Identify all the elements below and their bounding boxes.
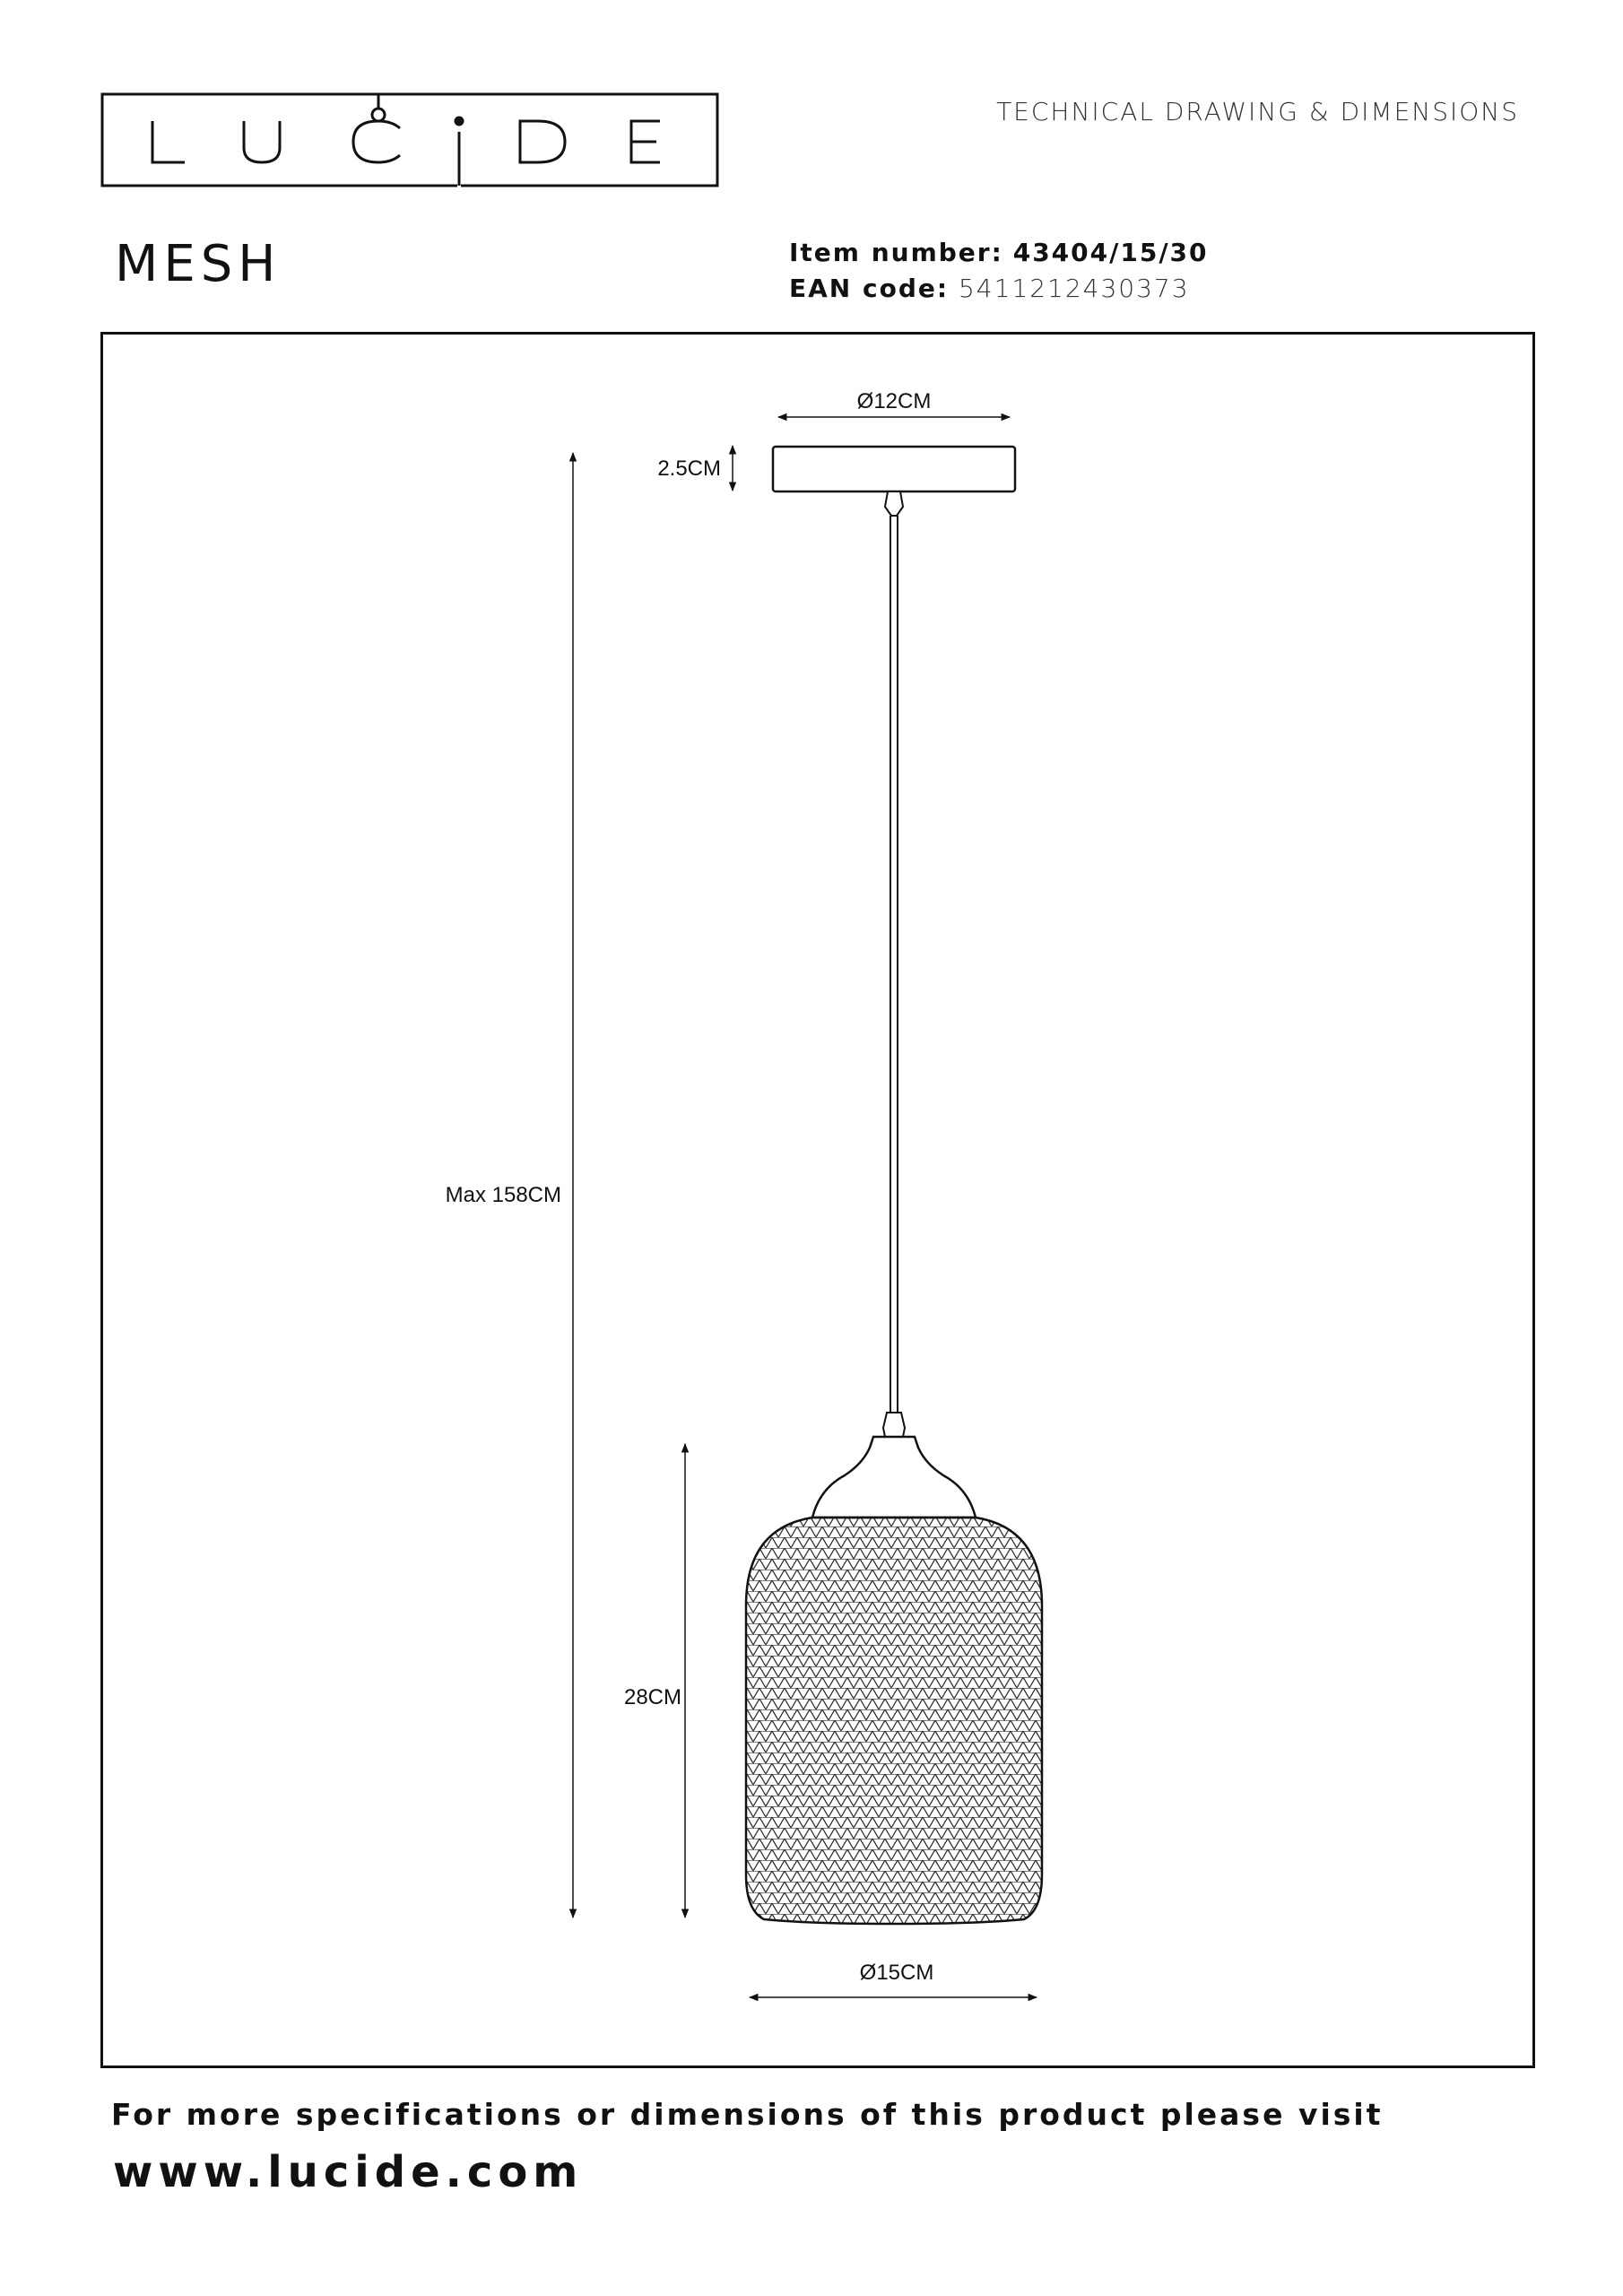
cable-connector-top: [885, 491, 903, 516]
item-number: 43404/15/30: [1012, 238, 1209, 267]
ean-code: 5411212430373: [958, 274, 1190, 303]
footer-text: For more specifications or dimensions of this product please visit: [111, 2097, 1384, 2132]
canopy-height-label: 2.5CM: [657, 457, 721, 481]
ceiling-canopy: [773, 447, 1015, 491]
product-codes: [789, 235, 1209, 307]
shade-height-label: 28CM: [623, 1685, 681, 1709]
footer-url[interactable]: www.lucide.com: [113, 2147, 584, 2197]
lucide-logo: [100, 92, 719, 188]
shade-diameter-label: Ø15CM: [859, 1961, 934, 1985]
cable-connector-bottom: [883, 1413, 905, 1437]
technical-drawing: [100, 332, 1535, 2068]
total-height-label: Max 158CM: [445, 1183, 561, 1207]
document-type: TECHNICAL DRAWING & DIMENSIONS: [996, 97, 1519, 126]
ean-row: [789, 271, 1209, 307]
product-name: MESH: [115, 235, 282, 293]
canopy-diameter-label: Ø12CM: [856, 389, 932, 413]
item-number-row: [789, 235, 1209, 271]
ean-label: EAN code:: [789, 274, 950, 303]
shade-neck: [812, 1437, 976, 1518]
mesh-shade: [746, 1518, 1042, 1924]
item-number-label: Item number:: [789, 238, 1003, 267]
